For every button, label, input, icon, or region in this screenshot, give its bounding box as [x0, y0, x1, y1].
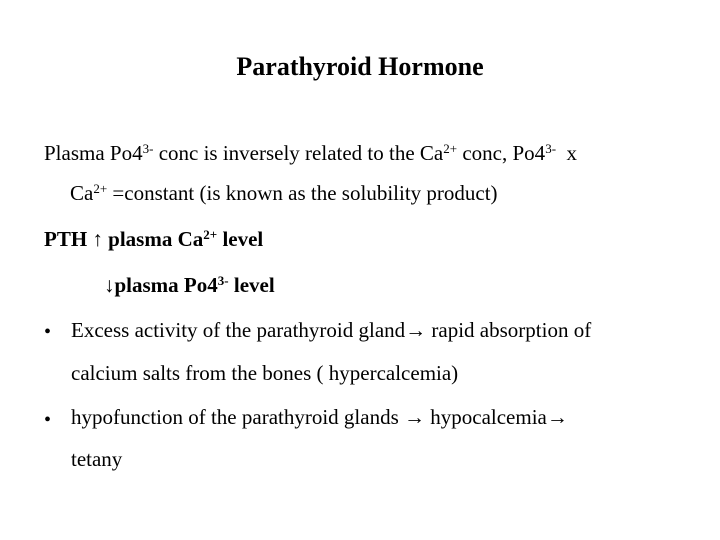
text: Ca [70, 181, 94, 205]
bullet-1-line-1: Excess activity of the parathyroid gland→ rapid absorption of [71, 318, 592, 342]
solubility-line-1 [44, 141, 577, 166]
bullet-icon: • [44, 409, 52, 431]
text: conc is inversely related to the Ca [153, 141, 444, 165]
solubility-line-2 [70, 181, 498, 206]
superscript: 3- [142, 141, 154, 156]
superscript: 2+ [93, 181, 108, 196]
bullet-icon: • [44, 321, 52, 343]
pth-phosphate-line [104, 273, 275, 298]
superscript: 3- [545, 141, 557, 156]
text: level [228, 273, 275, 297]
pth-calcium-line [44, 227, 263, 252]
text: ↓plasma Po4 [104, 273, 218, 297]
text: conc, Po4 [457, 141, 546, 165]
bullet-1-line-2: calcium salts from the bones ( hypercalcemia) [71, 361, 459, 385]
slide-title: Parathyroid Hormone [236, 52, 484, 81]
text: PTH ↑ plasma Ca [44, 227, 204, 251]
superscript: 2+ [443, 141, 458, 156]
text: x [556, 141, 578, 165]
bullet-2-line-2: tetany [71, 447, 123, 471]
bullet-2-line-1: hypofunction of the parathyroid glands → hypocalcemia→ [71, 405, 568, 429]
text: =constant (is known as the solubility product) [107, 181, 498, 205]
text: Plasma Po4 [44, 141, 143, 165]
superscript: 2+ [203, 227, 218, 242]
text: level [217, 227, 264, 251]
superscript: 3- [217, 273, 229, 288]
